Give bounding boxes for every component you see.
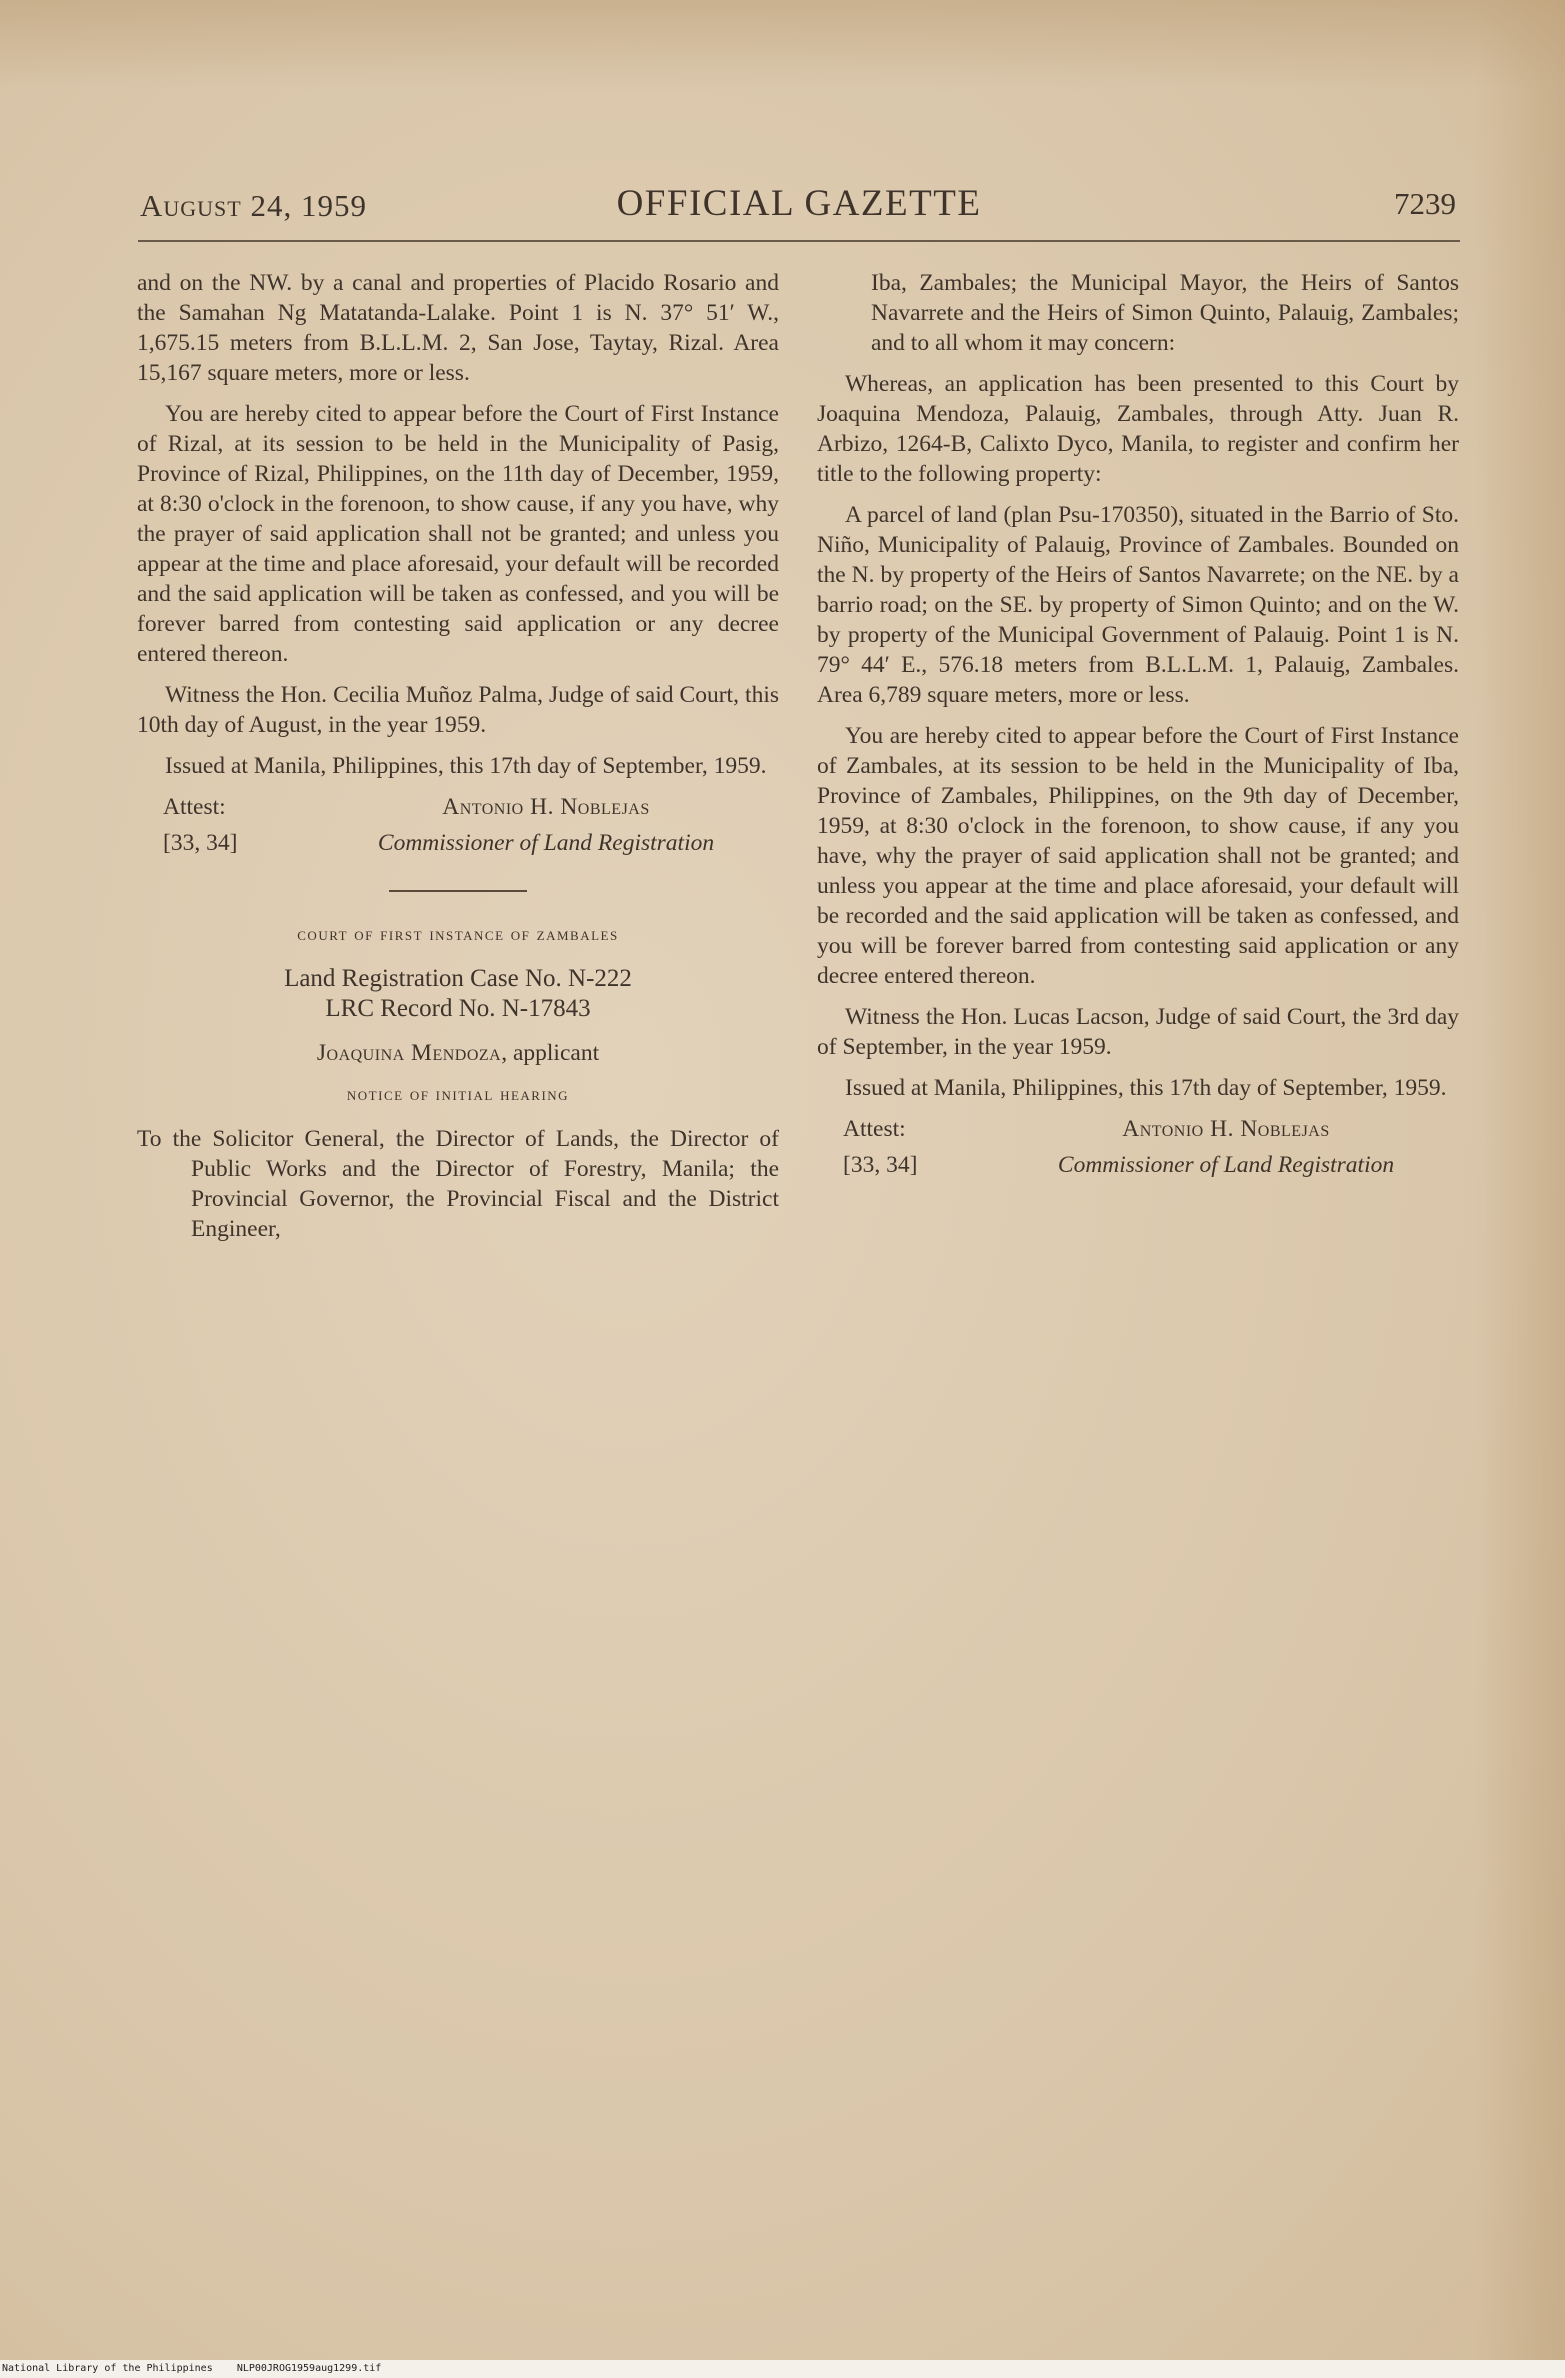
- right-column: [817, 268, 1459, 1180]
- left-attest-label: Attest:: [163, 794, 226, 820]
- scan-footer: [0, 2360, 1565, 2378]
- header-date: August 24, 1959: [140, 188, 367, 223]
- right-attest-ref: [33, 34]: [843, 1152, 918, 1178]
- right-paragraph-3: You are hereby cited to appear before the Court of First Instance of Zambales, at its session to be held in the Municipality of Iba, Province of Zambales, Philippines, on the 9th day of December, 1959, at 8:30 o'clock in the forenoon, to show cause, if any you have, why the prayer of said application shall not be granted; and unless you appear at the time and place aforesaid, your default will be recorded and the said application will be taken as confessed, and you will be forever barred from contesting said application or any decree entered thereon.: [817, 723, 1459, 989]
- left-attest-name: Antonio H. Noblejas: [442, 794, 650, 820]
- left-paragraph-2: You are hereby cited to appear before the Court of First Instance of Rizal, at its session to be held in the Municipality of Pasig, Province of Rizal, Philippines, on the 11th day of December, 1959, at 8:30 o'clock in the forenoon, to show cause, if any you have, why the prayer of said application shall not be granted; and unless you appear at the time and place aforesaid, your default will be recorded and the said application will be taken as confessed, and you will be forever barred from contesting said application or any decree entered thereon.: [137, 401, 779, 667]
- right-paragraph-4: Witness the Hon. Lucas Lacson, Judge of said Court, the 3rd day of September, in the year 1959.: [817, 1004, 1459, 1060]
- header-title: OFFICIAL GAZETTE: [616, 183, 982, 224]
- left-paragraph-4: Issued at Manila, Philippines, this 17th day of September, 1959.: [165, 753, 767, 779]
- header-rule: [138, 240, 1460, 242]
- applicant-line: [137, 1038, 779, 1068]
- right-paragraph-2: A parcel of land (plan Psu-170350), situated in the Barrio of Sto. Niño, Municipality of Palauig, Province of Zambales. Bounded on the N. by property of the Heirs of Santos Navarrete; on the NE. by a barrio road; on the SE. by property of Simon Quinto; and on the W. by property of the Municipal Government of Palauig. Point 1 is N. 79° 44′ E., 576.18 meters from B.L.L.M. 1, Palauig, Zambales. Area 6,789 square meters, more or less.: [817, 502, 1459, 708]
- section-divider: [389, 890, 527, 892]
- right-paragraph-1: Whereas, an application has been presented to this Court by Joaquina Mendoza, Palauig, Zambales, through Atty. Juan R. Arbizo, 1264-B, Calixto Dyco, Manila, to register and confirm her title to the following property:: [817, 371, 1459, 487]
- header-page-number: 7239: [1394, 186, 1456, 221]
- footer-filename: NLP00JROG1959aug1299.tif: [236, 2363, 382, 2374]
- page-stain-right: [1475, 0, 1565, 2378]
- right-attest-name: Antonio H. Noblejas: [1122, 1116, 1330, 1142]
- right-paragraph-5: Issued at Manila, Philippines, this 17th day of September, 1959.: [845, 1075, 1447, 1101]
- footer-library: National Library of the Philippines: [2, 2363, 213, 2374]
- page-header: [138, 180, 1460, 230]
- left-paragraph-3: Witness the Hon. Cecilia Muñoz Palma, Judge of said Court, this 10th day of August, in the year 1959.: [137, 682, 779, 738]
- page-stain-top: [0, 0, 1565, 90]
- to-paragraph: To the Solicitor General, the Director of Lands, the Director of Public Works and the Director of Forestry, Manila; the Provincial Governor, the Provincial Fiscal and the District Engineer,: [137, 1126, 779, 1242]
- left-attest-ref: [33, 34]: [163, 830, 238, 856]
- right-paragraph-0: Iba, Zambales; the Municipal Mayor, the Heirs of Santos Navarrete and the Heirs of Simon Quinto, Palauig, Zambales; and to all whom it may concern:: [871, 270, 1459, 356]
- left-attest-row-1: [163, 792, 779, 822]
- court-heading: court of first instance of zambales: [297, 924, 619, 945]
- right-attest-row-2: [843, 1150, 1459, 1180]
- left-attest-title: Commissioner of Land Registration: [377, 830, 715, 856]
- applicant-suffix: , applicant: [501, 1040, 600, 1066]
- right-attest-row-1: [843, 1114, 1459, 1144]
- right-attest-label: Attest:: [843, 1116, 906, 1142]
- left-attest-row-2: [163, 828, 779, 858]
- left-column: [137, 268, 779, 1255]
- notice-heading: notice of initial hearing: [346, 1084, 570, 1105]
- record-number: LRC Record No. N-17843: [325, 995, 591, 1022]
- case-number: Land Registration Case No. N-222: [284, 965, 632, 992]
- right-attest-title: Commissioner of Land Registration: [1057, 1152, 1395, 1178]
- left-paragraph-1: and on the NW. by a canal and properties of Placido Rosario and the Samahan Ng Matatanda-Lalake. Point 1 is N. 37° 51′ W., 1,675.15 meters from B.L.L.M. 2, San Jose, Taytay, Rizal. Area 15,167 square meters, more or less.: [137, 270, 779, 386]
- applicant-name: Joaquina Mendoza: [316, 1040, 502, 1066]
